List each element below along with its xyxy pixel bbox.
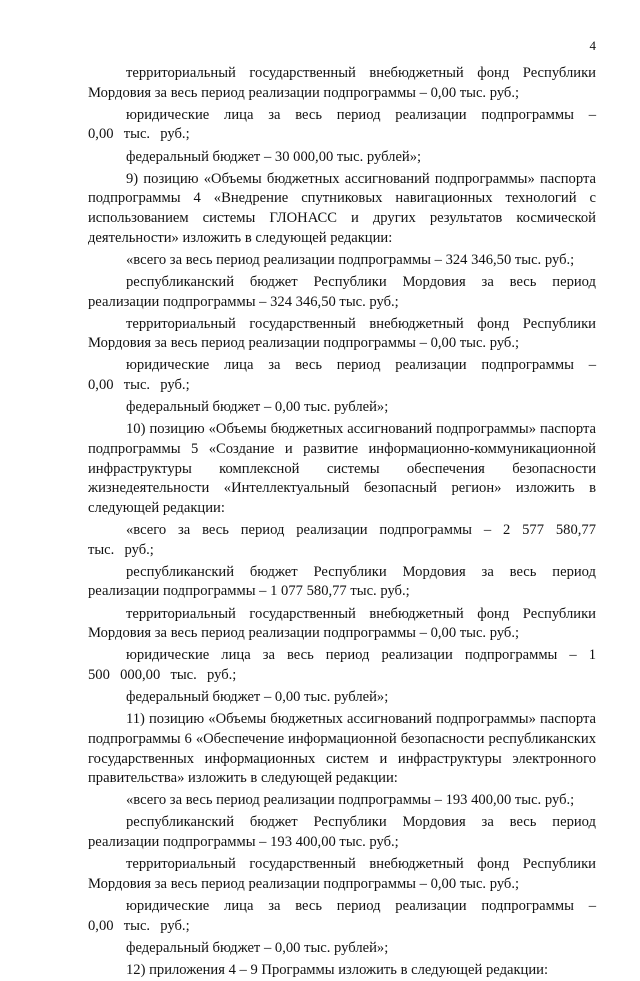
paragraph: республиканский бюджет Республики Мордовия за весь период реализации подпрограммы – 324 346,50 тыс. руб.; [88,273,596,310]
page-number: 4 [589,38,596,53]
paragraph: «всего за весь период реализации подпрограммы – 2 577 580,77 тыс. руб.; [88,522,596,558]
paragraph: федеральный бюджет – 30 000,00 тыс. рублей»; [126,148,422,165]
paragraph: республиканский бюджет Республики Мордовия за весь период реализации подпрограммы – 1 077 580,77 тыс. руб.; [88,563,596,600]
paragraph: территориальный государственный внебюджетный фонд Республики Мордовия за весь период реализации подпрограммы – 0,00 тыс. руб.; [88,605,596,642]
paragraph: юридические лица за весь период реализации подпрограммы – 0,00 тыс. руб.; [88,357,596,394]
paragraph: «всего за весь период реализации подпрограммы – 193 400,00 тыс. руб.; [126,792,575,809]
paragraph: федеральный бюджет – 0,00 тыс. рублей»; [126,689,389,706]
paragraph: 11) позицию «Объемы бюджетных ассигнований подпрограммы» паспорта подпрограммы 6 «Обеспечение информационной безопасности республиканских государственных информационных систем и инфраструктуры электронного правительства» изложить в следующей редакции: [88,711,596,787]
paragraph: федеральный бюджет – 0,00 тыс. рублей»; [126,939,389,956]
paragraph: юридические лица за весь период реализации подпрограммы – 1 500 000,00 тыс. руб.; [88,647,596,683]
paragraph: 9) позицию «Объемы бюджетных ассигнований подпрограммы» паспорта подпрограммы 4 «Внедрение спутниковых навигационных технологий с использованием системы ГЛОНАСС и других результатов космической деятельности» изложить в следующей редакции: [88,170,596,246]
paragraph: территориальный государственный внебюджетный фонд Республики Мордовия за весь период реализации подпрограммы – 0,00 тыс. руб.; [88,315,596,352]
paragraph: юридические лица за весь период реализации подпрограммы – 0,00 тыс. руб.; [88,106,596,143]
paragraph: территориальный государственный внебюджетный фонд Республики Мордовия за весь период реализации подпрограммы – 0,00 тыс. руб.; [88,65,596,101]
paragraph: юридические лица за весь период реализации подпрограммы – 0,00 тыс. руб.; [88,898,596,934]
paragraph: 10) позицию «Объемы бюджетных ассигнований подпрограммы» паспорта подпрограммы 5 «Создание и развитие информационно-коммуникационной инфраструктуры комплексной системы обеспечения безопасности жизнедеятельности «Интеллектуальный безопасный регион» изложить в следующей редакции: [88,421,596,516]
paragraph: федеральный бюджет – 0,00 тыс. рублей»; [126,399,389,416]
document-body [88,64,596,981]
paragraph: 12) приложения 4 – 9 Программы изложить в следующей редакции: [126,962,549,978]
paragraph: «всего за весь период реализации подпрограммы – 324 346,50 тыс. руб.; [126,251,575,268]
paragraph: территориальный государственный внебюджетный фонд Республики Мордовия за весь период реализации подпрограммы – 0,00 тыс. руб.; [88,856,596,892]
paragraph: республиканский бюджет Республики Мордовия за весь период реализации подпрограммы – 193 400,00 тыс. руб.; [88,814,596,851]
